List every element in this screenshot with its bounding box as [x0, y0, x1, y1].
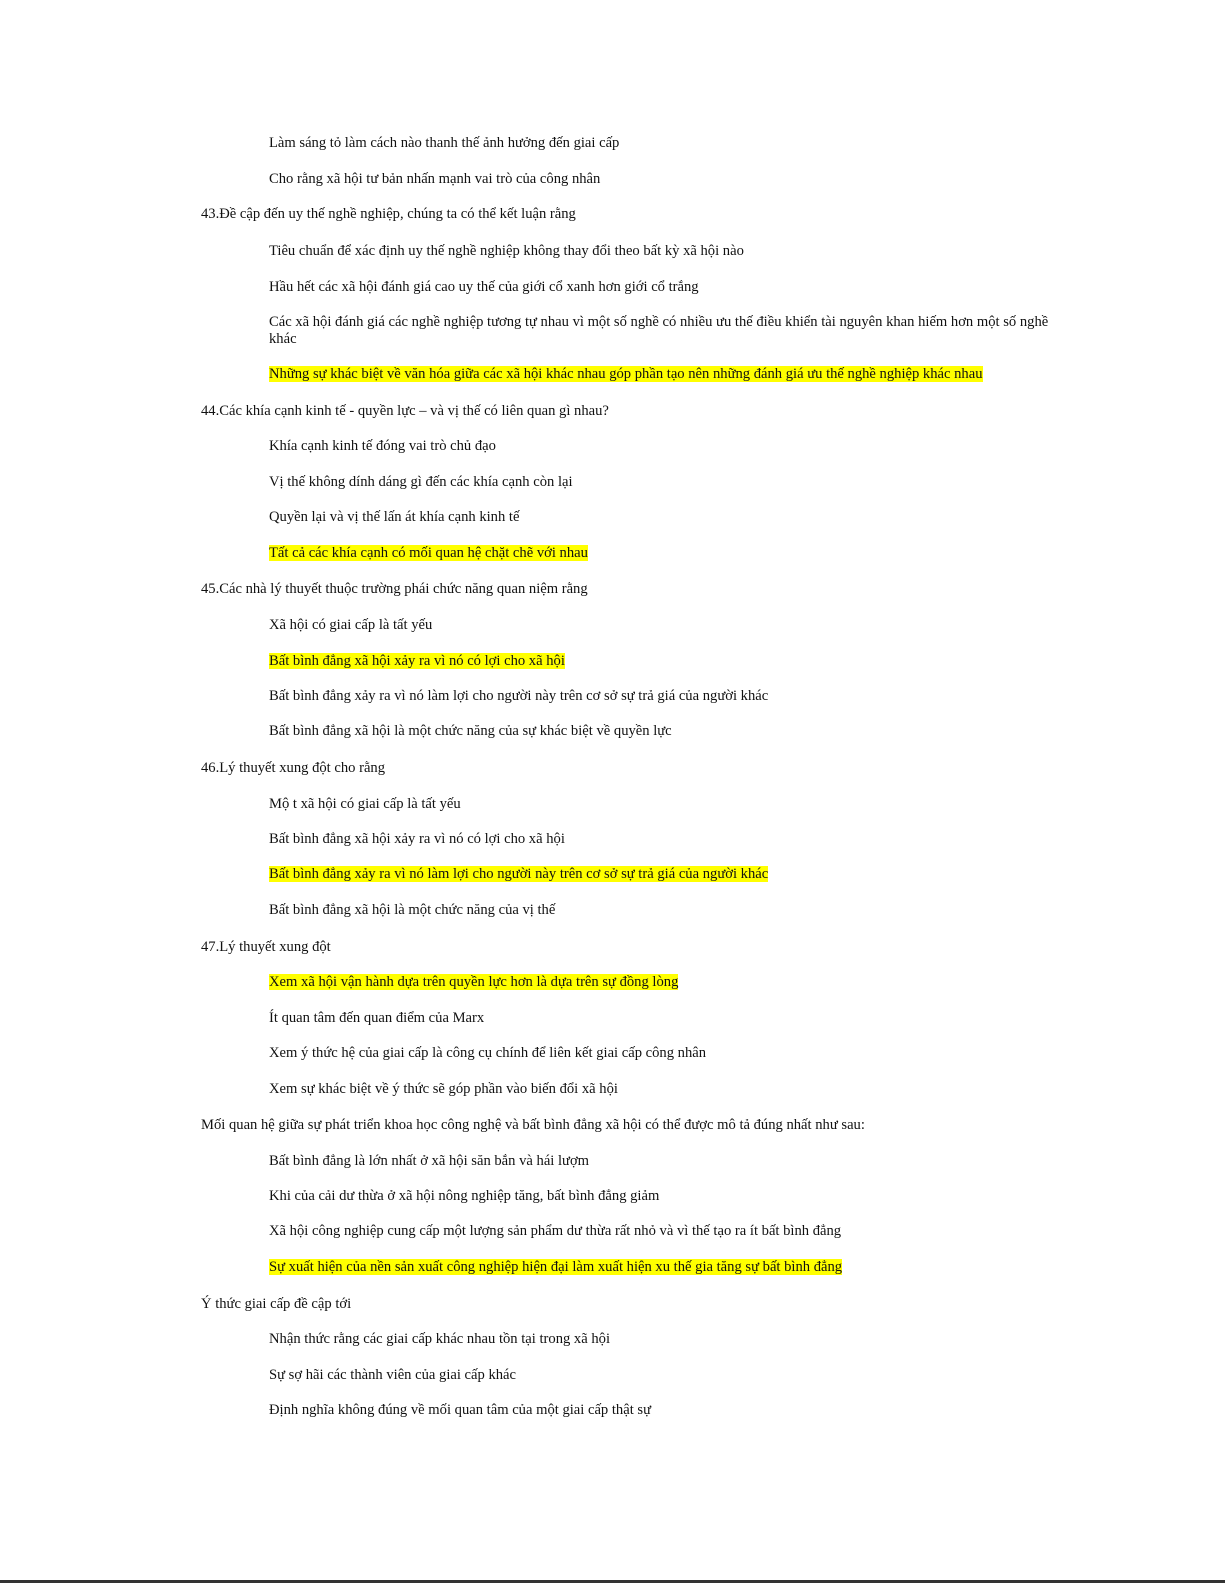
- answer-option: Các xã hội đánh giá các nghề nghiệp tương tự nhau vì một số nghề có nhiều ưu thế điều khiển tài nguyên khan hiếm hơn một số nghề khác: [269, 314, 1049, 347]
- correct-answer-highlight: [269, 545, 588, 562]
- answer-option: Cho rằng xã hội tư bản nhấn mạnh vai trò của công nhân: [269, 171, 601, 187]
- highlighted-answer-text: Tất cả các khía cạnh có mối quan hệ chặt chẽ với nhau: [269, 545, 588, 561]
- question-44: 44.Các khía cạnh kinh tế - quyền lực – và vị thế có liên quan gì nhau?: [201, 403, 609, 419]
- answer-option: Bất bình đẳng xã hội là một chức năng của sự khác biệt về quyền lực: [269, 723, 672, 739]
- answer-option: Khi của cải dư thừa ở xã hội nông nghiệp tăng, bất bình đẳng giảm: [269, 1188, 660, 1204]
- answer-option: Làm sáng tỏ làm cách nào thanh thế ảnh hưởng đến giai cấp: [269, 135, 620, 151]
- answer-option: Nhận thức rằng các giai cấp khác nhau tồn tại trong xã hội: [269, 1331, 611, 1347]
- answer-option: Xem sự khác biệt về ý thức sẽ góp phần vào biến đổi xã hội: [269, 1081, 618, 1097]
- answer-option: Vị thế không dính dáng gì đến các khía cạnh còn lại: [269, 474, 573, 490]
- question-technology-inequality: Mối quan hệ giữa sự phát triển khoa học công nghệ và bất bình đẳng xã hội có thể được mô tả đúng nhất như sau:: [201, 1117, 865, 1133]
- answer-option: Quyền lại và vị thế lấn át khía cạnh kinh tế: [269, 509, 520, 525]
- page-bottom-divider: [0, 1580, 1225, 1583]
- answer-option: Xã hội công nghiệp cung cấp một lượng sản phẩm dư thừa rất nhỏ và vì thế tạo ra ít bất bình đẳng: [269, 1223, 842, 1239]
- answer-option: Bất bình đẳng xã hội là một chức năng của vị thế: [269, 902, 556, 918]
- highlighted-answer-text: Bất bình đẳng xã hội xảy ra vì nó có lợi cho xã hội: [269, 653, 565, 669]
- answer-option: Bất bình đẳng là lớn nhất ở xã hội săn bắn và hái lượm: [269, 1153, 590, 1169]
- answer-option: Mộ t xã hội có giai cấp là tất yếu: [269, 796, 461, 812]
- correct-answer-highlight: [269, 653, 565, 670]
- question-46: 46.Lý thuyết xung đột cho rằng: [201, 760, 386, 776]
- answer-option: Bất bình đẳng xã hội xảy ra vì nó có lợi cho xã hội: [269, 831, 565, 847]
- question-43: 43.Đề cập đến uy thế nghề nghiệp, chúng ta có thể kết luận rằng: [201, 206, 576, 222]
- highlighted-answer-text: Bất bình đẳng xảy ra vì nó làm lợi cho người này trên cơ sở sự trả giá của người khác: [269, 866, 769, 882]
- answer-option: Bất bình đẳng xảy ra vì nó làm lợi cho người này trên cơ sở sự trả giá của người khác: [269, 688, 769, 704]
- question-47: 47.Lý thuyết xung đột: [201, 939, 331, 955]
- answer-option: Hầu hết các xã hội đánh giá cao uy thế của giới cổ xanh hơn giới cổ trắng: [269, 279, 699, 295]
- correct-answer-highlight: [269, 974, 678, 991]
- correct-answer-highlight: [269, 866, 768, 883]
- answer-option: Ít quan tâm đến quan điểm của Marx: [269, 1010, 485, 1026]
- highlighted-answer-text: Xem xã hội vận hành dựa trên quyền lực hơn là dựa trên sự đồng lòng: [269, 974, 679, 990]
- correct-answer-highlight: [269, 1259, 842, 1276]
- highlighted-answer-text: Những sự khác biệt về văn hóa giữa các xã hội khác nhau góp phần tạo nên những đánh giá ưu thế nghề nghiệp khác nhau: [269, 366, 983, 382]
- highlighted-answer-text: Sự xuất hiện của nền sản xuất công nghiệp hiện đại làm xuất hiện xu thế gia tăng sự bất bình đẳng: [269, 1259, 843, 1275]
- answer-option: Sự sợ hãi các thành viên của giai cấp khác: [269, 1367, 517, 1383]
- answer-option: Khía cạnh kinh tế đóng vai trò chủ đạo: [269, 438, 496, 454]
- answer-option: Xem ý thức hệ của giai cấp là công cụ chính để liên kết giai cấp công nhân: [269, 1045, 707, 1061]
- question-class-consciousness: Ý thức giai cấp đề cập tới: [201, 1296, 352, 1312]
- answer-option: Xã hội có giai cấp là tất yếu: [269, 617, 433, 633]
- correct-answer-highlight: [269, 366, 983, 383]
- question-45: 45.Các nhà lý thuyết thuộc trường phái chức năng quan niệm rằng: [201, 581, 588, 597]
- answer-option: Tiêu chuẩn để xác định uy thế nghề nghiệp không thay đổi theo bất kỳ xã hội nào: [269, 243, 744, 259]
- answer-option: Định nghĩa không đúng về mối quan tâm của một giai cấp thật sự: [269, 1402, 652, 1418]
